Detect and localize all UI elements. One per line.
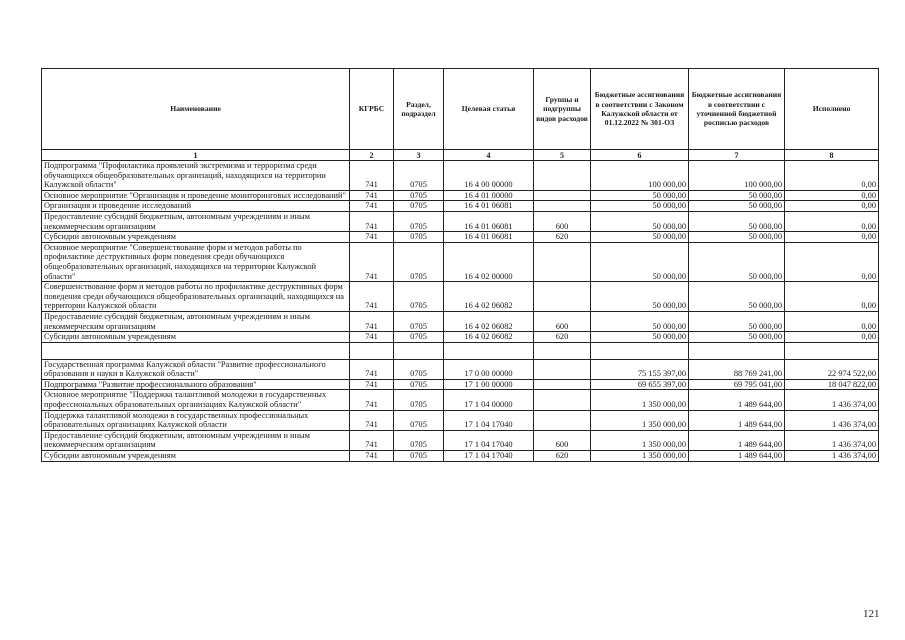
row-law-allocation: 1 350 000,00 [591, 430, 689, 450]
row-name: Организация и проведение исследований [42, 201, 350, 212]
row-kgrbs: 741 [350, 451, 394, 462]
row-revised-allocation: 50 000,00 [689, 201, 785, 212]
header-name: Наименование [42, 69, 350, 150]
table-row [42, 332, 879, 343]
row-executed: 1 436 374,00 [785, 390, 879, 410]
row-name: Субсидии автономным учреждениям [42, 451, 350, 462]
row-law-allocation: 69 655 397,00 [591, 379, 689, 390]
row-law-allocation: 50 000,00 [591, 332, 689, 343]
row-kgrbs: 741 [350, 161, 394, 191]
row-kgrbs: 741 [350, 390, 394, 410]
column-number-row [42, 150, 879, 161]
row-executed: 0,00 [785, 311, 879, 331]
row-revised-allocation: 1 489 644,00 [689, 430, 785, 450]
table-row [42, 379, 879, 390]
spacer-row [42, 342, 879, 359]
row-revised-allocation: 50 000,00 [689, 232, 785, 243]
row-section: 0705 [394, 332, 444, 343]
row-executed: 18 047 822,00 [785, 379, 879, 390]
row-name: Основное мероприятие "Совершенствование форм и методов работы по профилактике деструктивных форм поведения среди обучающихся общеобразовательных организаций, находящихся на территории Калужской области" [42, 242, 350, 281]
row-name: Совершенствование форм и методов работы по профилактике деструктивных форм поведения среди обучающихся общеобразовательных организаций, находящихся на территории Калужской области [42, 282, 350, 312]
row-executed: 22 974 522,00 [785, 359, 879, 379]
row-target-article: 17 0 00 00000 [444, 359, 534, 379]
row-kgrbs: 741 [350, 201, 394, 212]
row-kgrbs: 741 [350, 211, 394, 231]
column-number: 6 [591, 150, 689, 161]
column-number: 3 [394, 150, 444, 161]
row-executed: 1 436 374,00 [785, 451, 879, 462]
row-law-allocation: 50 000,00 [591, 211, 689, 231]
row-section: 0705 [394, 282, 444, 312]
row-executed: 1 436 374,00 [785, 430, 879, 450]
header-law-allocation: Бюджетные ассигнования в соответствии с Законом Калужской области от 01.12.2022 № 301-ОЗ [591, 69, 689, 150]
row-law-allocation: 50 000,00 [591, 201, 689, 212]
row-kgrbs: 741 [350, 332, 394, 343]
row-law-allocation: 1 350 000,00 [591, 451, 689, 462]
row-section: 0705 [394, 211, 444, 231]
column-number: 5 [534, 150, 591, 161]
row-name: Поддержка талантливой молодежи в государственных профессиональных образовательных организациях Калужской области [42, 410, 350, 430]
row-section: 0705 [394, 190, 444, 201]
row-executed: 0,00 [785, 232, 879, 243]
table-row [42, 190, 879, 201]
row-law-allocation: 50 000,00 [591, 282, 689, 312]
row-expense-group [534, 242, 591, 281]
row-revised-allocation: 50 000,00 [689, 311, 785, 331]
row-revised-allocation: 50 000,00 [689, 242, 785, 281]
page-number: 121 [863, 608, 880, 620]
row-target-article: 16 4 01 06081 [444, 201, 534, 212]
row-target-article: 16 4 01 06081 [444, 232, 534, 243]
row-name: Субсидии автономным учреждениям [42, 332, 350, 343]
row-target-article: 17 1 04 17040 [444, 451, 534, 462]
header-revised-allocation: Бюджетные ассигнования в соответствии с уточненной бюджетной росписью расходов [689, 69, 785, 150]
row-target-article: 17 1 00 00000 [444, 379, 534, 390]
row-section: 0705 [394, 379, 444, 390]
table-row [42, 451, 879, 462]
header-kgrbs: КГРБС [350, 69, 394, 150]
row-expense-group: 620 [534, 232, 591, 243]
row-executed: 1 436 374,00 [785, 410, 879, 430]
row-revised-allocation: 100 000,00 [689, 161, 785, 191]
header-section: Раздел, подраздел [394, 69, 444, 150]
row-section: 0705 [394, 242, 444, 281]
row-target-article: 16 4 02 06082 [444, 282, 534, 312]
row-kgrbs: 741 [350, 311, 394, 331]
row-law-allocation: 50 000,00 [591, 242, 689, 281]
row-executed: 0,00 [785, 161, 879, 191]
header-row [42, 69, 879, 150]
table-row [42, 201, 879, 212]
row-expense-group [534, 161, 591, 191]
row-expense-group [534, 201, 591, 212]
row-revised-allocation: 1 489 644,00 [689, 451, 785, 462]
row-executed: 0,00 [785, 201, 879, 212]
row-executed: 0,00 [785, 332, 879, 343]
row-section: 0705 [394, 430, 444, 450]
row-executed: 0,00 [785, 211, 879, 231]
row-kgrbs: 741 [350, 190, 394, 201]
row-section: 0705 [394, 359, 444, 379]
row-expense-group [534, 410, 591, 430]
header-target-article: Целевая статья [444, 69, 534, 150]
row-expense-group [534, 190, 591, 201]
row-name: Основное мероприятие "Поддержка талантливой молодежи в государственных профессиональных образовательных организациях Калужской области" [42, 390, 350, 410]
row-kgrbs: 741 [350, 359, 394, 379]
row-target-article: 16 4 00 00000 [444, 161, 534, 191]
row-revised-allocation: 50 000,00 [689, 282, 785, 312]
table-row [42, 359, 879, 379]
row-section: 0705 [394, 451, 444, 462]
row-executed: 0,00 [785, 242, 879, 281]
row-revised-allocation: 50 000,00 [689, 190, 785, 201]
row-law-allocation: 50 000,00 [591, 232, 689, 243]
row-expense-group: 600 [534, 211, 591, 231]
budget-execution-table [41, 68, 879, 462]
row-section: 0705 [394, 410, 444, 430]
header-expense-group: Группы и подгруппы видов расходов [534, 69, 591, 150]
row-expense-group [534, 282, 591, 312]
row-executed: 0,00 [785, 282, 879, 312]
row-kgrbs: 741 [350, 282, 394, 312]
row-expense-group: 620 [534, 332, 591, 343]
row-kgrbs: 741 [350, 379, 394, 390]
row-target-article: 16 4 01 00000 [444, 190, 534, 201]
row-name: Государственная программа Калужской области "Развитие профессионального образования и науки в Калужской области" [42, 359, 350, 379]
table-row [42, 232, 879, 243]
spacer-cell [42, 342, 350, 359]
row-name: Субсидии автономным учреждениям [42, 232, 350, 243]
row-law-allocation: 50 000,00 [591, 311, 689, 331]
row-name: Подпрограмма "Развитие профессионального образования" [42, 379, 350, 390]
row-name: Предоставление субсидий бюджетным, автономным учреждениям и иным некоммерческим организациям [42, 211, 350, 231]
row-expense-group [534, 379, 591, 390]
row-revised-allocation: 1 489 644,00 [689, 410, 785, 430]
row-expense-group: 600 [534, 311, 591, 331]
spacer-cell [444, 342, 534, 359]
spacer-cell [534, 342, 591, 359]
row-revised-allocation: 88 769 241,00 [689, 359, 785, 379]
row-law-allocation: 1 350 000,00 [591, 410, 689, 430]
row-law-allocation: 50 000,00 [591, 190, 689, 201]
row-expense-group [534, 390, 591, 410]
table-row [42, 161, 879, 191]
row-target-article: 17 1 04 00000 [444, 390, 534, 410]
spacer-cell [785, 342, 879, 359]
row-name: Подпрограмма "Профилактика проявлений экстремизма и терроризма среди обучающихся общеобразовательных организаций, находящихся на территории Калужской области" [42, 161, 350, 191]
spacer-cell [689, 342, 785, 359]
row-revised-allocation: 50 000,00 [689, 211, 785, 231]
row-revised-allocation: 69 795 041,00 [689, 379, 785, 390]
row-target-article: 16 4 02 06082 [444, 332, 534, 343]
row-target-article: 16 4 01 06081 [444, 211, 534, 231]
column-number: 1 [42, 150, 350, 161]
row-expense-group: 620 [534, 451, 591, 462]
row-target-article: 17 1 04 17040 [444, 410, 534, 430]
row-section: 0705 [394, 161, 444, 191]
table-row [42, 311, 879, 331]
spacer-cell [591, 342, 689, 359]
row-target-article: 16 4 02 00000 [444, 242, 534, 281]
column-number: 8 [785, 150, 879, 161]
row-section: 0705 [394, 311, 444, 331]
table-row [42, 282, 879, 312]
table-row [42, 410, 879, 430]
table-row [42, 211, 879, 231]
table-row [42, 242, 879, 281]
column-number: 7 [689, 150, 785, 161]
header-executed: Исполнено [785, 69, 879, 150]
row-name: Предоставление субсидий бюджетным, автономным учреждениям и иным некоммерческим организациям [42, 311, 350, 331]
row-law-allocation: 100 000,00 [591, 161, 689, 191]
row-kgrbs: 741 [350, 430, 394, 450]
row-target-article: 16 4 02 06082 [444, 311, 534, 331]
row-kgrbs: 741 [350, 410, 394, 430]
row-kgrbs: 741 [350, 242, 394, 281]
row-name: Основное мероприятие "Организация и проведение мониторинговых исследований" [42, 190, 350, 201]
row-target-article: 17 1 04 17040 [444, 430, 534, 450]
row-kgrbs: 741 [350, 232, 394, 243]
row-law-allocation: 1 350 000,00 [591, 390, 689, 410]
row-law-allocation: 75 155 397,00 [591, 359, 689, 379]
column-number: 4 [444, 150, 534, 161]
row-section: 0705 [394, 232, 444, 243]
row-name: Предоставление субсидий бюджетным, автономным учреждениям и иным некоммерческим организациям [42, 430, 350, 450]
row-section: 0705 [394, 390, 444, 410]
row-revised-allocation: 50 000,00 [689, 332, 785, 343]
spacer-cell [350, 342, 394, 359]
spacer-cell [394, 342, 444, 359]
row-expense-group: 600 [534, 430, 591, 450]
row-executed: 0,00 [785, 190, 879, 201]
table-row [42, 390, 879, 410]
column-number: 2 [350, 150, 394, 161]
row-section: 0705 [394, 201, 444, 212]
row-expense-group [534, 359, 591, 379]
table-row [42, 430, 879, 450]
row-revised-allocation: 1 489 644,00 [689, 390, 785, 410]
